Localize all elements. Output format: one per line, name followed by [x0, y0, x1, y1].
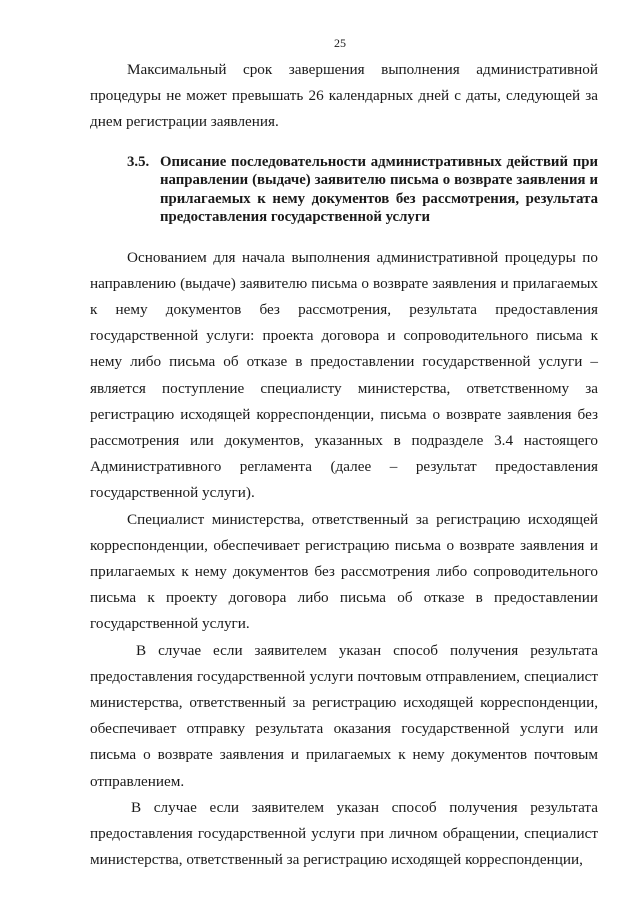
page-number: 25 — [334, 36, 346, 50]
paragraph-procedure-basis: Основанием для начала выполнения административной процедуры по направлению (выдаче) заявителю письма о возврате заявления и прилагаемых к нему документов без рассмотрения, результата предоставления государственной услуги: проекта договора и сопроводительного письма к нему либо письма об отказе в предоставлении государственной услуги – является поступление специалисту министерства, ответственному за регистрацию исходящей корреспонденции, письма о возврате заявления без рассмотрения или документов, указанных в подразделе 3.4 настоящего Административного регламента (далее – результат предоставления государственной услуги). — [90, 248, 598, 502]
section-number: 3.5. — [127, 153, 150, 170]
paragraph-personal-delivery: В случае если заявителем указан способ получения результата предоставления государственной услуги при личном обращении, специалист министерства, ответственный за регистрацию исходящей корреспонденции, — [90, 798, 598, 869]
paragraph-registration: Специалист министерства, ответственный за регистрацию исходящей корреспонденции, обеспечивает регистрацию письма о возврате заявления и прилагаемых к нему документов без рассмотрения либо сопроводительного письма к проекту договора либо письма об отказе в предоставлении государственной услуги. — [90, 510, 598, 633]
paragraph-max-duration: Максимальный срок завершения выполнения административной процедуры не может превышать 26 календарных дней с даты, следующей за днем регистрации заявления. — [90, 61, 598, 131]
section-title: Описание последовательности административных действий при направлении (выдаче) заявителю письма о возврате заявления и прилагаемых к нему документов без рассмотрения, результата предоставления государственной услуги — [160, 153, 598, 226]
section-heading — [127, 153, 598, 227]
document-body — [90, 57, 598, 873]
paragraph-postal-delivery: В случае если заявителем указан способ получения результата предоставления государственной услуги почтовым отправлением, специалист министерства, ответственный за регистрацию исходящей корреспонденции, обеспечивает отправку результата оказания государственной услуги или письма о возврате заявления и прилагаемых к нему документов почтовым отправлением. — [90, 641, 598, 790]
